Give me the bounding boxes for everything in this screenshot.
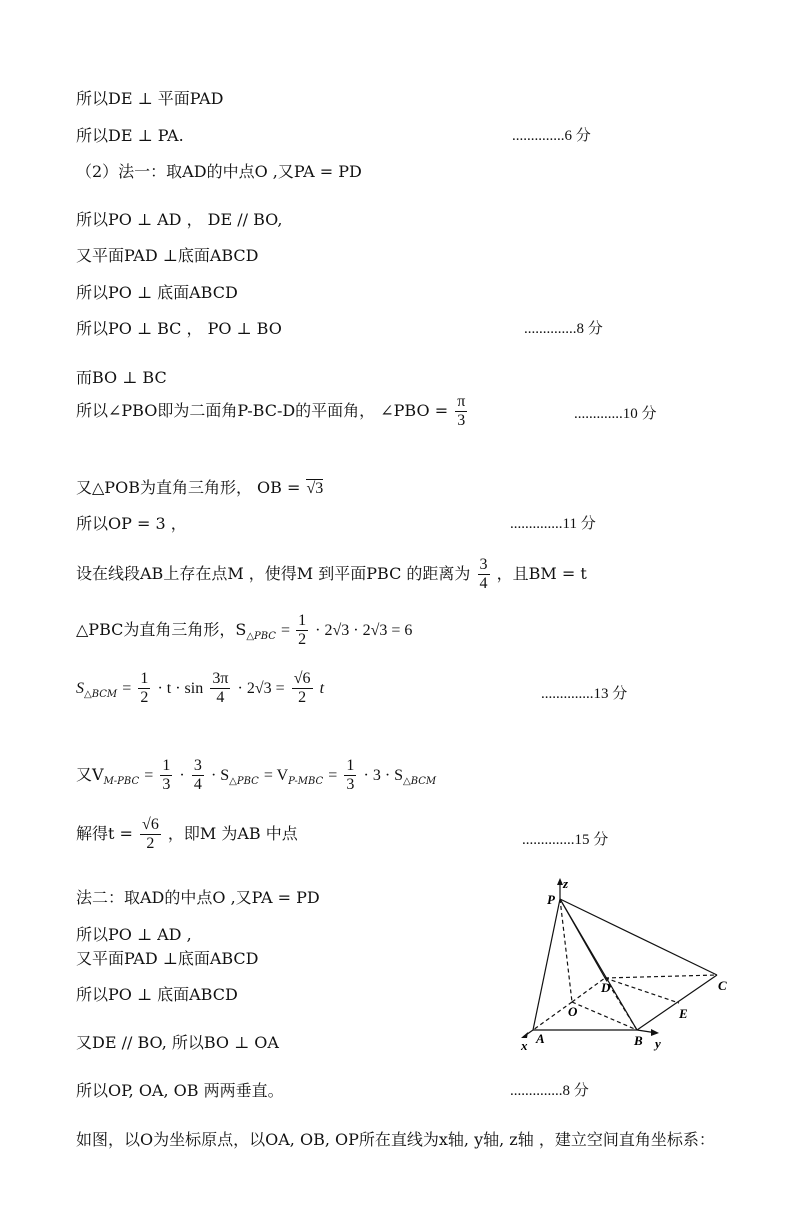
score-mark: ..............8 分 <box>524 321 603 337</box>
equals: = <box>281 622 295 639</box>
subscript: △PBC <box>246 631 276 642</box>
angle-line <box>76 393 469 430</box>
s-part: · 3 · S <box>363 767 404 784</box>
sqrt3: √3 <box>306 480 324 497</box>
text-line: 所以PO ⊥ AD , <box>76 925 192 944</box>
text-segment: 设在线段AB上存在点M ，使得M 到平面PBC 的距离为 <box>76 564 471 583</box>
y-arrow <box>651 1029 659 1036</box>
subscript: M-PBC <box>103 776 140 787</box>
v-equals: = V <box>263 767 289 784</box>
text-line: 所以PO ⊥ 底面ABCD <box>76 985 238 1004</box>
text-line: 所以PO ⊥ AD ， DE // BO, <box>76 210 283 229</box>
fraction-3-over-4: $\frac{3}{4}$ <box>479 556 488 592</box>
edge-PC <box>560 899 717 975</box>
edge-BC <box>637 975 717 1030</box>
distance-line <box>76 556 587 593</box>
text-line: 所以DE ⊥ 平面PAD <box>76 89 224 108</box>
equals: = <box>144 767 154 784</box>
text-segment: △PBC为直角三角形，S <box>76 620 247 639</box>
equals: = <box>122 680 132 697</box>
sin-part: · t · sin <box>157 680 204 697</box>
text-segment: 又V <box>76 765 104 784</box>
area-bcm-line <box>76 670 324 707</box>
fraction-1-over-3: $\frac{1}{3}$ <box>162 757 171 793</box>
edge-PD <box>560 899 605 978</box>
volume-line <box>76 757 436 794</box>
text-line: 又平面PAD ⊥底面ABCD <box>76 949 259 968</box>
text-line: 而BO ⊥ BC <box>76 368 167 387</box>
text-segment: ，即M 为AB 中点 <box>167 824 298 843</box>
text-line: 所以PO ⊥ BC ， PO ⊥ BO <box>76 319 282 338</box>
text-line: 所以DE ⊥ PA. <box>76 126 184 145</box>
score-mark: ..............15 分 <box>522 832 609 848</box>
label-y: y <box>655 1036 661 1051</box>
score-mark: ..............8 分 <box>510 1083 589 1099</box>
ob-line <box>76 478 323 499</box>
fraction-1-over-2: $\frac{1}{2}$ <box>298 612 307 648</box>
label-z: z <box>563 876 569 891</box>
label-E: E <box>679 1006 688 1021</box>
text-segment: 又△POB为直角三角形， OB = <box>76 478 301 497</box>
label-C: C <box>718 978 727 993</box>
product-tail: · 2√3 = <box>237 680 285 697</box>
subscript: △PBC <box>229 776 259 787</box>
score-mark: ..............6 分 <box>512 128 591 144</box>
area-pbc-line <box>76 612 412 649</box>
edge-DE <box>605 978 679 1003</box>
label-A: A <box>536 1031 545 1046</box>
text-line: 所以PO ⊥ 底面ABCD <box>76 283 238 302</box>
text-line: 如图，以O为坐标原点，以OA, OB, OP所在直线为x轴, y轴, z轴 ，建立空间直角坐标系： <box>76 1130 715 1149</box>
s-part: · S <box>210 767 230 784</box>
text-segment: 解得t = <box>76 824 133 843</box>
label-x: x <box>521 1038 528 1053</box>
text-line: 又DE // BO, 所以BO ⊥ OA <box>76 1033 279 1052</box>
text-line: 所以OP, OA, OB 两两垂直。 <box>76 1081 284 1100</box>
text-line: （2）法一：取AD的中点O ,又PA = PD <box>76 162 362 181</box>
fraction-pi-over-3: $\frac{\pi}{3}$ <box>457 393 466 429</box>
text-line: 又平面PAD ⊥底面ABCD <box>76 246 259 265</box>
fraction-sqrt6-over-2: $\frac{√6}{2}$ <box>142 816 159 852</box>
fraction-1-over-2: $\frac{1}{2}$ <box>140 670 149 706</box>
fraction-3pi-over-4: $\frac{3\pi}{4}$ <box>212 670 229 706</box>
text-line: 法二：取AD的中点O ,又PA = PD <box>76 888 320 907</box>
fraction-3-over-4: $\frac{3}{4}$ <box>193 757 202 793</box>
text-segment: ，且BM = t <box>496 564 587 583</box>
fraction-sqrt6-over-2: $\frac{√6}{2}$ <box>293 670 311 706</box>
edge-OA <box>533 1002 572 1030</box>
subscript: △BCM <box>403 776 437 787</box>
t-var: t <box>319 680 325 697</box>
score-mark: ..............13 分 <box>541 686 628 702</box>
equals: = <box>328 767 338 784</box>
text-segment: 所以∠PBO即为二面角P-BC-D的平面角， ∠PBO = <box>76 401 449 420</box>
text-line: 所以OP = 3 ， <box>76 514 187 533</box>
edge-OB <box>572 1002 637 1030</box>
text-segment: S <box>76 680 84 697</box>
label-D: D <box>601 980 611 995</box>
fraction-1-over-3: $\frac{1}{3}$ <box>346 757 355 793</box>
score-mark: .............10 分 <box>574 406 657 422</box>
label-B: B <box>634 1033 643 1048</box>
label-P: P <box>547 892 555 907</box>
solve-line <box>76 816 298 853</box>
edge-PO <box>560 899 572 1002</box>
label-O: O <box>568 1004 578 1019</box>
product-tail: · 2√3 · 2√3 = 6 <box>315 622 413 639</box>
edge-PA <box>533 899 560 1030</box>
dot: · <box>179 767 185 784</box>
score-mark: ..............11 分 <box>510 516 596 532</box>
subscript: △BCM <box>84 689 118 700</box>
pyramid-figure <box>515 872 745 1057</box>
edge-DC <box>605 975 717 978</box>
subscript: P-MBC <box>288 776 324 787</box>
